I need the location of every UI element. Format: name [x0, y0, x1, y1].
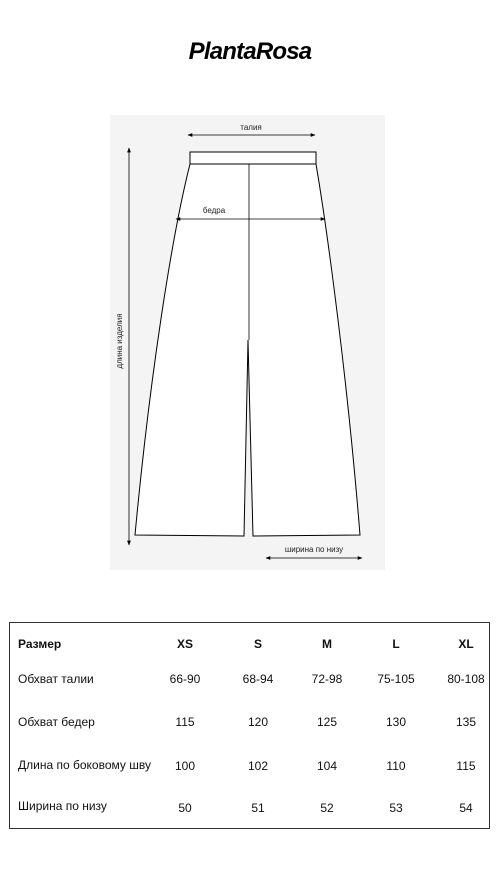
table-cell: 68-94 [242, 672, 274, 686]
table-cell: 54 [459, 801, 473, 815]
row-label-side-length: Длина по боковому шву [18, 758, 151, 772]
hem-width-label: ширина по низу [284, 545, 344, 554]
table-cell: 100 [174, 759, 196, 773]
waist-label: талия [240, 123, 262, 132]
table-cell: 53 [389, 801, 403, 815]
pants-measurement-diagram [110, 115, 385, 570]
row-label-hem-width: Ширина по низу [18, 799, 107, 813]
table-cell: 120 [247, 715, 269, 729]
table-cell: 115 [456, 759, 476, 773]
size-column-xl: XL [458, 637, 474, 651]
table-cell: 72-98 [311, 672, 343, 686]
size-column-m: M [322, 637, 332, 651]
row-label-waist: Обхват талии [18, 672, 94, 686]
size-chart-table [9, 622, 490, 829]
size-column-xs: XS [176, 637, 194, 651]
table-cell: 104 [316, 759, 338, 773]
table-cell: 52 [320, 801, 334, 815]
table-cell: 75-105 [377, 672, 415, 686]
table-cell: 51 [251, 801, 265, 815]
table-cell: 130 [385, 715, 407, 729]
hips-label: бедра [202, 206, 226, 215]
table-cell: 80-108 [447, 672, 485, 686]
brand-logo: PlantaRosa [188, 38, 312, 65]
size-column-s: S [253, 637, 263, 651]
row-label-hips: Обхват бедер [18, 715, 95, 729]
length-label: длина изделия [115, 313, 124, 369]
table-cell: 115 [175, 715, 195, 729]
waistband [190, 152, 316, 164]
size-header-label: Размер [18, 637, 62, 651]
table-cell: 110 [386, 759, 406, 773]
size-column-l: L [392, 637, 400, 651]
table-cell: 125 [316, 715, 338, 729]
table-cell: 50 [178, 801, 192, 815]
table-cell: 66-90 [169, 672, 201, 686]
table-cell: 135 [455, 715, 477, 729]
table-cell: 102 [247, 759, 269, 773]
